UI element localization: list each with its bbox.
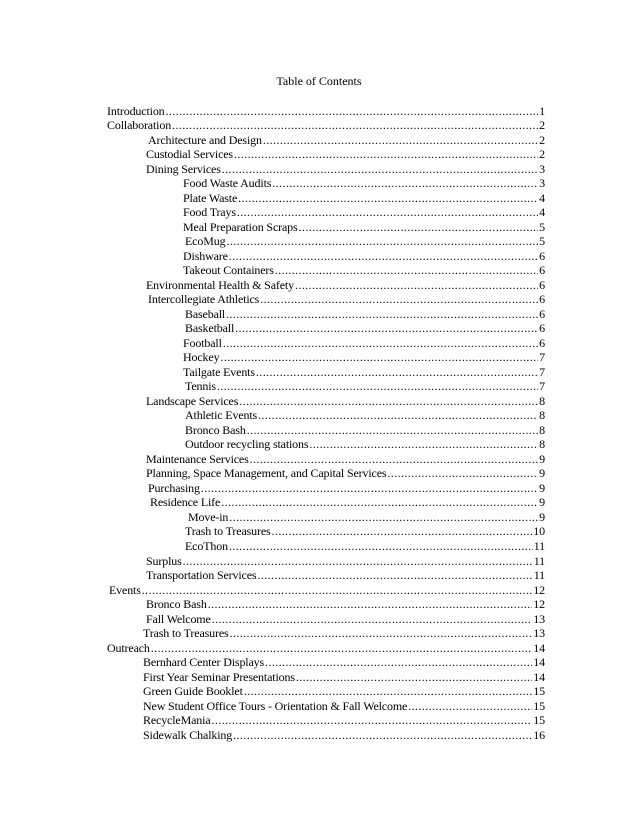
toc-dot-leader <box>239 394 538 408</box>
toc-entry-label: Food Trays <box>183 205 236 220</box>
toc-dot-leader <box>238 191 538 205</box>
toc-page-number: 11 <box>533 568 545 583</box>
toc-entry[interactable] <box>0 176 638 191</box>
toc-entry[interactable] <box>0 248 638 263</box>
toc-dot-leader <box>229 249 538 263</box>
toc-entry[interactable] <box>0 132 638 147</box>
toc-entry[interactable] <box>0 437 638 452</box>
toc-dot-leader <box>212 612 533 626</box>
toc-entry-label: New Student Office Tours - Orientation & Fall Welcome <box>143 698 408 713</box>
toc-entry[interactable] <box>0 292 638 307</box>
toc-page-number: 6 <box>539 335 545 350</box>
toc-page-number: 5 <box>539 234 545 249</box>
toc-dot-leader <box>275 263 538 277</box>
toc-dot-leader <box>183 554 533 568</box>
toc-entry[interactable] <box>0 205 638 220</box>
toc-dot-leader <box>142 583 533 597</box>
toc-page-number: 4 <box>539 205 545 220</box>
toc-page-number: 6 <box>539 277 545 292</box>
toc-entry-label: Planning, Space Management, and Capital Services <box>146 466 387 481</box>
toc-entry[interactable] <box>0 640 638 655</box>
toc-page-number: 8 <box>539 393 545 408</box>
toc-entry-label: Trash to Treasures <box>143 626 229 641</box>
toc-dot-leader <box>226 307 538 321</box>
toc-entry[interactable] <box>0 538 638 553</box>
toc-entry-label: Intercollegiate Athletics <box>148 292 260 307</box>
toc-dot-leader <box>229 510 538 524</box>
toc-page-number: 12 <box>533 597 545 612</box>
toc-entry[interactable] <box>0 684 638 699</box>
toc-page-number: 5 <box>539 219 545 234</box>
toc-entry-label: Basketball <box>185 321 235 336</box>
toc-entry[interactable] <box>0 263 638 278</box>
toc-entry-label: Bernhard Center Displays <box>143 655 265 670</box>
toc-entry[interactable] <box>0 509 638 524</box>
toc-entry-label: Tennis <box>185 379 216 394</box>
toc-entry[interactable] <box>0 568 638 583</box>
toc-page-number: 3 <box>539 176 545 191</box>
toc-page-number: 6 <box>539 263 545 278</box>
toc-page-number: 7 <box>539 364 545 379</box>
toc-page-number: 9 <box>539 451 545 466</box>
toc-dot-leader <box>265 655 532 669</box>
toc-page-number: 3 <box>539 161 545 176</box>
toc-entry-label: Outreach <box>107 640 150 655</box>
toc-dot-leader <box>250 452 539 466</box>
toc-entry-label: RecycleMania <box>143 713 211 728</box>
toc-dot-leader <box>212 713 533 727</box>
toc-entry-label: Bronco Bash <box>185 422 246 437</box>
toc-dot-leader <box>166 104 539 118</box>
toc-dot-leader <box>244 684 533 698</box>
toc-dot-leader <box>263 133 538 147</box>
toc-title: Table of Contents <box>276 74 362 88</box>
toc-entry[interactable] <box>0 669 638 684</box>
toc-entry-label: Events <box>109 582 141 597</box>
toc-entry-label: Environmental Health & Safety <box>146 277 294 292</box>
toc-entry-label: Trash to Treasures <box>185 524 271 539</box>
toc-dot-leader <box>256 365 538 379</box>
toc-entry-label: Maintenance Services <box>146 451 249 466</box>
toc-dot-leader <box>151 641 533 655</box>
toc-entry-label: Residence Life <box>150 495 221 510</box>
toc-page-number: 6 <box>539 321 545 336</box>
toc-page-number: 6 <box>539 248 545 263</box>
toc-entry-label: Move-in <box>188 509 229 524</box>
toc-page-number: 9 <box>539 495 545 510</box>
toc-entry[interactable] <box>0 451 638 466</box>
toc-page-number: 15 <box>533 684 545 699</box>
toc-page-number: 8 <box>539 437 545 452</box>
toc-dot-leader <box>272 176 538 190</box>
toc-entry-label: Hockey <box>183 350 220 365</box>
toc-page-number: 6 <box>539 292 545 307</box>
toc-dot-leader <box>247 423 538 437</box>
toc-entry[interactable] <box>0 727 638 742</box>
toc-entry[interactable] <box>0 277 638 292</box>
toc-dot-leader <box>222 162 538 176</box>
toc-page-number: 6 <box>539 306 545 321</box>
toc-entry[interactable] <box>0 698 638 713</box>
toc-entry[interactable] <box>0 147 638 162</box>
toc-entry-label: Football <box>183 335 222 350</box>
toc-entry-label: Transportation Services <box>146 568 257 583</box>
toc-dot-leader <box>233 728 532 742</box>
toc-page-number: 9 <box>539 509 545 524</box>
toc-entry[interactable] <box>0 350 638 365</box>
toc-dot-leader <box>257 568 532 582</box>
toc-entry-label: EcoThon <box>185 538 228 553</box>
toc-dot-leader <box>309 437 538 451</box>
toc-entry-label: Surplus <box>146 553 182 568</box>
toc-dot-leader <box>223 336 538 350</box>
toc-entry-label: Takeout Containers <box>183 263 274 278</box>
toc-entry[interactable] <box>0 161 638 176</box>
toc-page-number: 9 <box>539 466 545 481</box>
toc-page-number: 14 <box>533 640 545 655</box>
toc-dot-leader <box>172 118 538 132</box>
toc-page-number: 15 <box>533 713 545 728</box>
toc-dot-leader <box>296 670 532 684</box>
toc-entry-label: Dishware <box>183 248 228 263</box>
toc-entry-label: Food Waste Audits <box>183 176 272 191</box>
toc-page-number: 4 <box>539 190 545 205</box>
toc-dot-leader <box>230 626 533 640</box>
toc-page-number: 11 <box>533 553 545 568</box>
toc-entry-label: Dining Services <box>146 161 221 176</box>
toc-dot-leader <box>229 539 533 553</box>
toc-page-number: 14 <box>533 669 545 684</box>
toc-page-number: 7 <box>539 379 545 394</box>
toc-entry-label: Baseball <box>185 306 226 321</box>
toc-page-number: 15 <box>533 698 545 713</box>
toc-entry-label: Purchasing <box>148 480 200 495</box>
toc-entry[interactable] <box>0 495 638 510</box>
toc-entry[interactable] <box>0 524 638 539</box>
toc-page-number: 10 <box>533 524 545 539</box>
toc-entry[interactable] <box>0 335 638 350</box>
toc-page-number: 13 <box>533 611 545 626</box>
toc-entry[interactable] <box>0 234 638 249</box>
toc-entry-label: First Year Seminar Presentations <box>143 669 295 684</box>
toc-page-number: 8 <box>539 422 545 437</box>
toc-entry[interactable] <box>0 103 638 118</box>
toc-dot-leader <box>221 495 538 509</box>
toc-entry-label: Custodial Services <box>146 147 233 162</box>
toc-entry[interactable] <box>0 582 638 597</box>
toc-entry-label: Athletic Events <box>185 408 258 423</box>
toc-entry[interactable] <box>0 118 638 133</box>
toc-dot-leader <box>272 524 533 538</box>
toc-entry-label: Architecture and Design <box>148 132 262 147</box>
toc-dot-leader <box>237 205 538 219</box>
toc-page-number: 7 <box>539 350 545 365</box>
toc-page-number: 11 <box>533 538 545 553</box>
toc-entry-label: Introduction <box>107 103 165 118</box>
toc-entry-label: Landscape Services <box>146 393 239 408</box>
toc-entry[interactable] <box>0 321 638 336</box>
toc-page-number: 2 <box>539 132 545 147</box>
toc-entry[interactable] <box>0 379 638 394</box>
toc-entry[interactable] <box>0 422 638 437</box>
toc-entry-label: EcoMug <box>185 234 226 249</box>
toc-dot-leader <box>208 597 533 611</box>
toc-dot-leader <box>260 292 538 306</box>
toc-page-number: 12 <box>533 582 545 597</box>
toc-dot-leader <box>299 220 539 234</box>
toc-page-number: 2 <box>539 147 545 162</box>
toc-entry-label: Meal Preparation Scraps <box>183 219 298 234</box>
toc-page-number: 2 <box>539 118 545 133</box>
toc-dot-leader <box>258 408 538 422</box>
toc-entry-label: Tailgate Events <box>183 364 255 379</box>
toc-entry-label: Plate Waste <box>183 190 238 205</box>
toc-page-number: 13 <box>533 626 545 641</box>
toc-page-number: 16 <box>533 727 545 742</box>
toc-entry[interactable] <box>0 408 638 423</box>
toc-entry[interactable] <box>0 190 638 205</box>
toc-entry-label: Collaboration <box>107 118 172 133</box>
toc-dot-leader <box>387 466 538 480</box>
toc-dot-leader <box>201 481 538 495</box>
toc-dot-leader <box>235 321 538 335</box>
toc-entry[interactable] <box>0 553 638 568</box>
toc-entry[interactable] <box>0 480 638 495</box>
toc-dot-leader <box>226 234 538 248</box>
toc-entry[interactable] <box>0 466 638 481</box>
toc-dot-leader <box>295 278 538 292</box>
toc-dot-leader <box>234 147 538 161</box>
toc-entry[interactable] <box>0 655 638 670</box>
toc-page-number: 8 <box>539 408 545 423</box>
toc-dot-leader <box>408 699 532 713</box>
toc-entry[interactable] <box>0 364 638 379</box>
toc-entry[interactable] <box>0 393 638 408</box>
toc-entry-label: Bronco Bash <box>146 597 207 612</box>
toc-entry-label: Fall Welcome <box>146 611 211 626</box>
toc-entry-label: Sidewalk Chalking <box>143 727 233 742</box>
toc-page-number: 9 <box>539 480 545 495</box>
toc-entry-label: Green Guide Booklet <box>143 684 243 699</box>
toc-list <box>0 103 638 742</box>
toc-entry[interactable] <box>0 219 638 234</box>
toc-entry[interactable] <box>0 597 638 612</box>
toc-dot-leader <box>217 379 538 393</box>
toc-dot-leader <box>220 350 538 364</box>
toc-page-number: 1 <box>539 103 545 118</box>
toc-entry[interactable] <box>0 306 638 321</box>
toc-entry[interactable] <box>0 611 638 626</box>
toc-entry-label: Outdoor recycling stations <box>185 437 309 452</box>
toc-page-number: 14 <box>533 655 545 670</box>
toc-entry[interactable] <box>0 626 638 641</box>
toc-entry[interactable] <box>0 713 638 728</box>
